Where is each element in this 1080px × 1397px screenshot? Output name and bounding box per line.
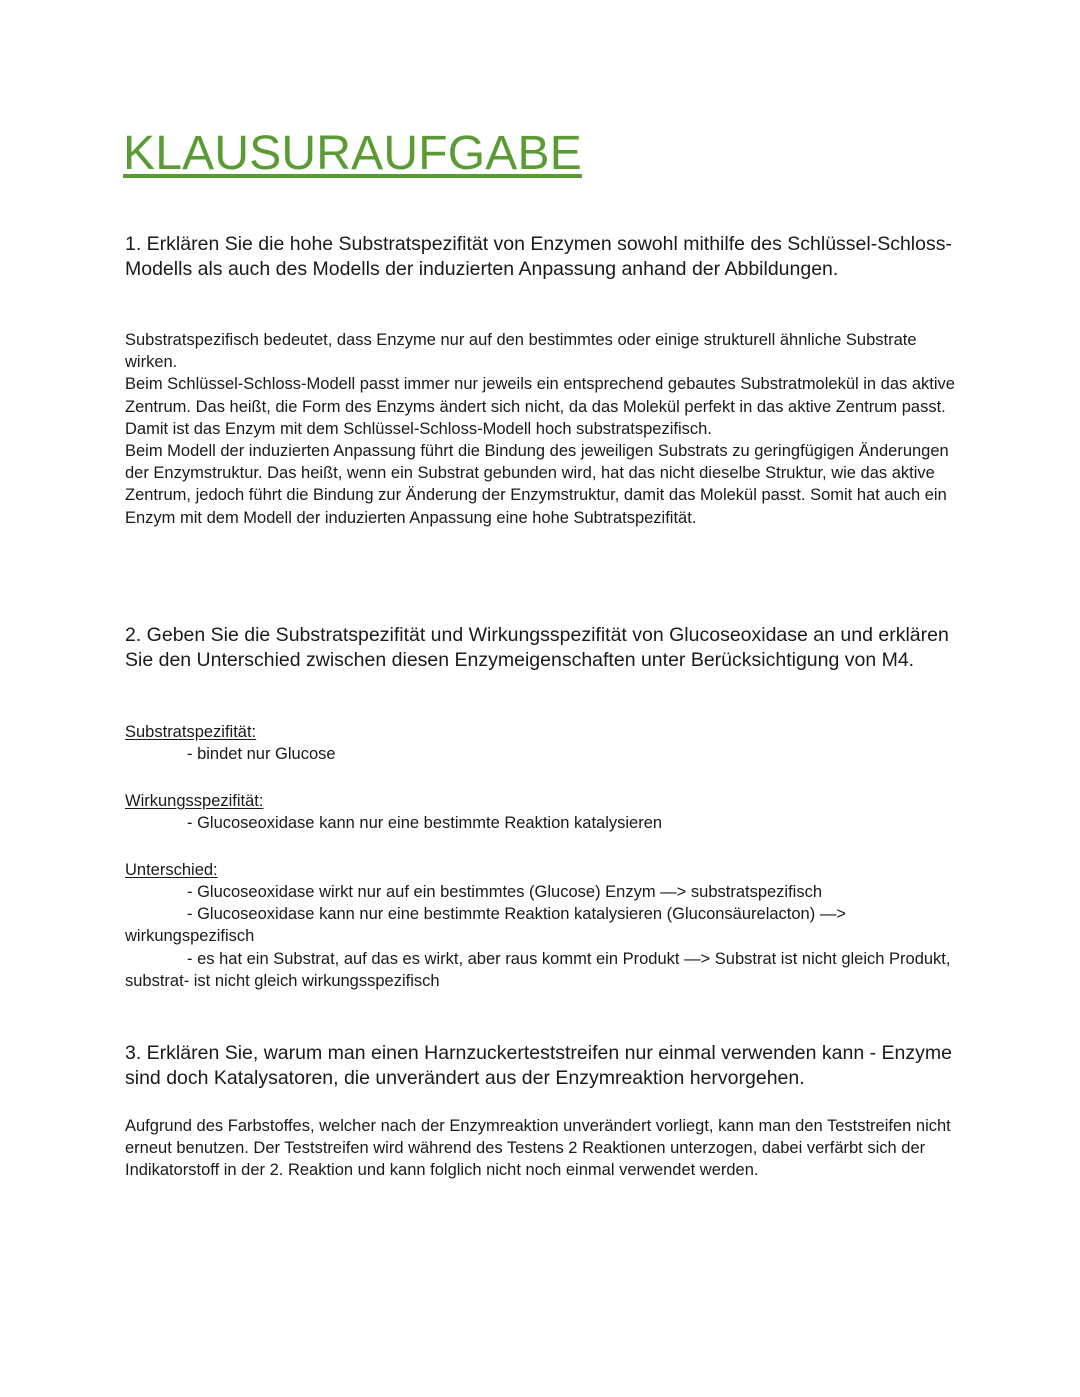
answer-1 (125, 329, 965, 529)
substrate-specificity-item: - bindet nur Glucose (187, 745, 336, 763)
question-2: 2. Geben Sie die Substratspezifität und Wirkungsspezifität von Glucoseoxidase an und erklären Sie den Unterschied zwischen diesen Enzymeigenschaften unter Berücksichtigung von M4. (125, 624, 949, 671)
reaction-specificity-item: - Glucoseoxidase kann nur eine bestimmte Reaktion katalysieren (187, 814, 663, 832)
page-title: KLAUSURAUFGABE (123, 127, 582, 180)
answer-1-paragraph-lock-key: Beim Schlüssel-Schloss-Modell passt immer nur jeweils ein entsprechend gebautes Substratmolekül in das aktive Zentrum. Das heißt, die Form des Enzyms ändert sich nicht, da das Molekül perfekt in das aktive Zentrum passt. Damit ist das Enzym mit dem Schlüssel-Schloss-Modell hoch substratspezifisch. (125, 375, 955, 438)
reaction-specificity-heading: Wirkungsspezifität: (125, 792, 264, 810)
question-1: 1. Erklären Sie die hohe Substratspezifität von Enzymen sowohl mithilfe des Schlüssel-Schloss-Modells als auch des Modells der induzierten Anpassung anhand der Abbildungen. (125, 233, 952, 280)
answer-1-paragraph-induced-fit: Beim Modell der induzierten Anpassung führt die Bindung des jeweiligen Substrats zu geringfügigen Änderungen der Enzymstruktur. Das heißt, wenn ein Substrat gebunden wird, hat das nicht dieselbe Struktur, wie das aktive Zentrum, jedoch führt die Bindung zur Änderung der Enzymstruktur, damit das Molekül passt. Somit hat auch ein Enzym mit dem Modell der induzierten Anpassung eine hohe Subtratspezifität. (125, 442, 949, 527)
difference-heading: Unterschied: (125, 861, 218, 879)
difference-item-3: - es hat ein Substrat, auf das es wirkt, aber raus kommt ein Produkt —> Substrat ist nicht gleich Produkt, substrat- ist nicht gleich wirkungsspezifisch (125, 950, 951, 991)
question-3: 3. Erklären Sie, warum man einen Harnzuckerteststreifen nur einmal verwenden kann - Enzyme sind doch Katalysatoren, die unverändert aus der Enzymreaktion hervorgehen. (125, 1042, 952, 1089)
difference-item-2: - Glucoseoxidase kann nur eine bestimmte Reaktion katalysieren (Gluconsäurelacton) —> wirkungspezifisch (125, 905, 846, 946)
answer-3 (125, 1115, 965, 1182)
answer-1-paragraph-definition: Substratspezifisch bedeutet, dass Enzyme nur auf den bestimmtes oder einige strukturell ähnliche Substrate wirken. (125, 331, 917, 372)
answer-3-paragraph: Aufgrund des Farbstoffes, welcher nach der Enzymreaktion unverändert vorliegt, kann man den Teststreifen nicht erneut benutzen. Der Teststreifen wird während des Testens 2 Reaktionen unterzogen, dabei verfärbt sich der Indikatorstoff in der 2. Reaktion und kann folglich nicht noch einmal verwendet werden. (125, 1117, 951, 1180)
substrate-specificity-heading: Substratspezifität: (125, 723, 257, 741)
difference-item-1: - Glucoseoxidase wirkt nur auf ein bestimmtes (Glucose) Enzym —> substratspezifisch (187, 883, 823, 901)
